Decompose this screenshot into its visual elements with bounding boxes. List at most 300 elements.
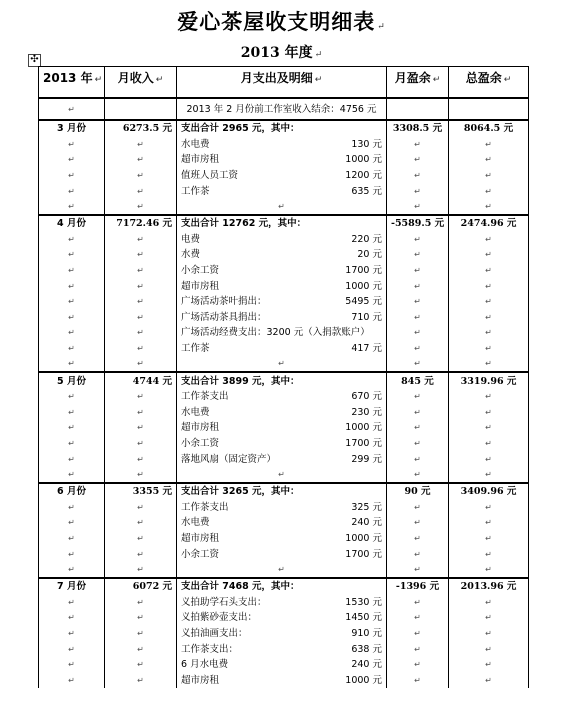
cell-mark: ↵ — [68, 597, 75, 607]
empty-month-cell — [39, 641, 105, 657]
expense-item-label: 超市房租 — [181, 154, 220, 166]
empty-month-balance-cell — [387, 341, 449, 357]
empty-income-cell — [105, 499, 177, 515]
cell-mark: ↵ — [485, 518, 492, 528]
spacer-row — [39, 199, 529, 215]
expense-item-label: 工作茶 — [181, 185, 210, 197]
spacer-cell — [39, 467, 105, 483]
expense-summary: 支出合计 12762 元，其中： — [177, 215, 387, 232]
expense-item-row — [39, 610, 529, 626]
cell-mark: ↵ — [485, 139, 492, 149]
cell-mark: ↵ — [137, 281, 144, 291]
cell-mark: ↵ — [414, 423, 421, 433]
expense-item-label: 工作茶支出： — [181, 643, 239, 655]
expense-item-amount: 417 元 — [351, 343, 382, 355]
spacer-cell — [39, 562, 105, 578]
expense-item-row — [39, 247, 529, 263]
month-balance: -5589.5 元 — [387, 215, 449, 232]
expense-item — [177, 436, 387, 452]
expense-item — [177, 152, 387, 168]
cell-mark: ↵ — [414, 155, 421, 165]
expense-item-amount: 1450 元 — [345, 612, 382, 624]
cell-mark: ↵ — [414, 328, 421, 338]
cell-mark: ↵ — [414, 359, 421, 369]
spacer-cell — [449, 356, 529, 372]
expense-item-label: 义拍紫砂壶支出： — [181, 612, 258, 624]
empty-total-balance-cell — [449, 531, 529, 547]
empty-income-cell — [105, 531, 177, 547]
spacer-cell — [387, 199, 449, 215]
expense-item-row — [39, 499, 529, 515]
cell-mark: ↵ — [485, 502, 492, 512]
expense-item-row — [39, 325, 529, 341]
empty-month-balance-cell — [387, 610, 449, 626]
spacer-cell — [449, 199, 529, 215]
cell-mark: ↵ — [137, 660, 144, 670]
expense-item-row — [39, 405, 529, 421]
expense-item-label: 落地风扇（固定资产） — [181, 453, 277, 465]
expense-item-row — [39, 278, 529, 294]
expense-item-row — [39, 168, 529, 184]
empty-total-balance-cell — [449, 325, 529, 341]
expense-item-label: 小余工资 — [181, 548, 220, 560]
month-balance: 3308.5 元 — [387, 120, 449, 137]
cell-mark: ↵ — [68, 171, 75, 181]
expense-item-amount: 1700 元 — [345, 265, 382, 277]
month-label: 6 月份 — [39, 483, 105, 500]
cell-mark: ↵ — [414, 564, 421, 574]
expense-item-amount: 1000 元 — [345, 422, 382, 434]
expense-item — [177, 672, 387, 688]
expense-item-row — [39, 657, 529, 673]
cell-mark: ↵ — [137, 549, 144, 559]
cell-mark: ↵ — [137, 628, 144, 638]
expense-item — [177, 294, 387, 310]
expense-item-amount: 299 元 — [351, 453, 382, 465]
cell-mark: ↵ — [68, 628, 75, 638]
expense-item-amount: 670 元 — [351, 391, 382, 403]
empty-total-balance-cell — [449, 626, 529, 642]
cell-mark: ↵ — [485, 359, 492, 369]
expense-item-label: 水电费 — [181, 406, 210, 418]
cell-mark: ↵ — [68, 454, 75, 464]
expense-item — [177, 137, 387, 153]
empty-income-cell — [105, 594, 177, 610]
cell-mark: ↵ — [414, 171, 421, 181]
empty-total-balance-cell — [449, 405, 529, 421]
empty-month-cell — [39, 137, 105, 153]
table-move-handle-icon[interactable]: ✣ — [28, 54, 41, 67]
expense-item — [177, 626, 387, 642]
empty-month-cell — [39, 451, 105, 467]
empty-income-cell — [105, 626, 177, 642]
empty-month-cell — [39, 389, 105, 405]
cell-mark: ↵ — [485, 281, 492, 291]
empty-income-cell — [105, 546, 177, 562]
expense-item-row — [39, 232, 529, 248]
cell-mark: ↵ — [68, 139, 75, 149]
cell-mark: ↵ — [68, 469, 75, 479]
cell-mark: ↵ — [414, 613, 421, 623]
empty-total-balance-cell — [449, 263, 529, 279]
expense-item-label: 值班人员工资 — [181, 170, 239, 182]
empty-month-balance-cell — [387, 389, 449, 405]
expense-item — [177, 657, 387, 673]
cell-mark: ↵ — [68, 234, 75, 244]
cell-mark: ↵ — [68, 564, 75, 574]
empty-income-cell — [105, 152, 177, 168]
empty-total-balance-cell — [449, 546, 529, 562]
empty-month-cell — [39, 325, 105, 341]
spacer-cell — [177, 562, 387, 578]
empty-month-balance-cell — [387, 325, 449, 341]
cell-mark: ↵ — [137, 234, 144, 244]
spacer-cell — [177, 467, 387, 483]
expense-item-row — [39, 389, 529, 405]
cell-mark: ↵ — [137, 675, 144, 685]
empty-month-balance-cell — [387, 310, 449, 326]
cell-mark: ↵ — [137, 266, 144, 276]
empty-month-cell — [39, 436, 105, 452]
year-subtitle — [0, 42, 563, 62]
cell-mark: ↵ — [68, 675, 75, 685]
cell-mark: ↵ — [68, 533, 75, 543]
cell-mark: ↵ — [137, 139, 144, 149]
header-income-cell — [105, 98, 177, 120]
header-note-row — [39, 98, 529, 120]
empty-income-cell — [105, 168, 177, 184]
expense-item-row — [39, 294, 529, 310]
expense-item-label: 超市房租 — [181, 422, 220, 434]
spacer-cell — [105, 562, 177, 578]
empty-income-cell — [105, 310, 177, 326]
expense-item-row — [39, 263, 529, 279]
expense-item-row — [39, 546, 529, 562]
total-balance: 3319.96 元 — [449, 372, 529, 389]
expense-item-amount: 1000 元 — [345, 154, 382, 166]
expense-summary: 支出合计 3265 元，其中： — [177, 483, 387, 500]
expense-item — [177, 278, 387, 294]
expense-item-label: 广场活动茶具捐出： — [181, 311, 267, 323]
expense-item-label: 广场活动茶叶捐出： — [181, 296, 267, 308]
cell-mark: ↵ — [414, 250, 421, 260]
expense-item-row — [39, 641, 529, 657]
empty-income-cell — [105, 515, 177, 531]
cell-mark: ↵ — [485, 533, 492, 543]
cell-mark: ↵ — [137, 564, 144, 574]
cell-mark: ↵ — [485, 297, 492, 307]
expense-item-amount: 710 元 — [351, 311, 382, 323]
empty-month-balance-cell — [387, 641, 449, 657]
expense-item-amount: 1700 元 — [345, 437, 382, 449]
empty-month-cell — [39, 610, 105, 626]
cell-mark: ↵ — [485, 660, 492, 670]
ledger-table — [38, 66, 529, 688]
expense-item-label: 工作茶支出 — [181, 391, 229, 403]
empty-income-cell — [105, 405, 177, 421]
expense-item-row — [39, 183, 529, 199]
carryover-note: 2013 年 2 月份前工作室收入结余：4756 元 — [177, 98, 387, 120]
cell-mark: ↵ — [137, 392, 144, 402]
expense-summary: 支出合计 3899 元，其中： — [177, 372, 387, 389]
cell-mark: ↵ — [137, 469, 144, 479]
expense-item-row — [39, 672, 529, 688]
cell-mark: ↵ — [414, 628, 421, 638]
month-summary-row — [39, 215, 529, 232]
cell-mark: ↵ — [485, 266, 492, 276]
cell-mark: ↵ — [68, 392, 75, 402]
year-text: 2013 年度 — [240, 45, 313, 61]
header-month-balance-cell — [387, 98, 449, 120]
empty-total-balance-cell — [449, 310, 529, 326]
empty-total-balance-cell — [449, 137, 529, 153]
cell-mark: ↵ — [414, 234, 421, 244]
empty-month-balance-cell — [387, 594, 449, 610]
cell-mark: ↵ — [68, 518, 75, 528]
empty-income-cell — [105, 657, 177, 673]
empty-income-cell — [105, 451, 177, 467]
month-income: 7172.46 元 — [105, 215, 177, 232]
month-balance: 845 元 — [387, 372, 449, 389]
expense-item — [177, 263, 387, 279]
expense-item-amount: 220 元 — [351, 233, 382, 245]
cell-mark: ↵ — [137, 186, 144, 196]
expense-item-amount: 1700 元 — [345, 548, 382, 560]
cell-mark: ↵ — [414, 297, 421, 307]
cell-mark: ↵ — [414, 660, 421, 670]
expense-item-amount — [370, 325, 387, 340]
month-summary-row — [39, 578, 529, 595]
expense-item — [177, 232, 387, 248]
month-balance: -1396 元 — [387, 578, 449, 595]
empty-income-cell — [105, 436, 177, 452]
cell-mark: ↵ — [68, 312, 75, 322]
expense-item — [177, 610, 387, 626]
cell-mark: ↵ — [137, 438, 144, 448]
empty-month-cell — [39, 657, 105, 673]
cell-mark: ↵ — [137, 155, 144, 165]
document-title — [0, 6, 563, 36]
header-year: 2013 年 ↵ — [39, 67, 105, 99]
expense-item-label: 工作茶支出 — [181, 501, 229, 513]
empty-month-balance-cell — [387, 263, 449, 279]
empty-month-balance-cell — [387, 420, 449, 436]
empty-month-balance-cell — [387, 278, 449, 294]
expense-item-row — [39, 626, 529, 642]
spacer-cell — [387, 467, 449, 483]
empty-income-cell — [105, 183, 177, 199]
expense-item — [177, 546, 387, 562]
cell-mark: ↵ — [485, 564, 492, 574]
cell-mark: ↵ — [414, 407, 421, 417]
empty-month-balance-cell — [387, 531, 449, 547]
cell-mark: ↵ — [278, 201, 285, 211]
expense-item-amount: 230 元 — [351, 406, 382, 418]
empty-month-balance-cell — [387, 168, 449, 184]
empty-month-balance-cell — [387, 672, 449, 688]
empty-total-balance-cell — [449, 451, 529, 467]
expense-item-label: 超市房租 — [181, 532, 220, 544]
cell-mark: ↵ — [485, 250, 492, 260]
month-income: 4744 元 — [105, 372, 177, 389]
expense-item-label: 水电费 — [181, 517, 210, 529]
cell-mark: ↵ — [278, 359, 285, 369]
cell-mark: ↵ — [137, 312, 144, 322]
total-balance: 2474.96 元 — [449, 215, 529, 232]
expense-item-label: 超市房租 — [181, 674, 220, 686]
empty-income-cell — [105, 294, 177, 310]
cell-mark: ↵ — [414, 518, 421, 528]
month-label: 7 月份 — [39, 578, 105, 595]
month-summary-row — [39, 372, 529, 389]
expense-item — [177, 420, 387, 436]
cell-mark: ↵ — [68, 155, 75, 165]
spacer-cell — [387, 356, 449, 372]
header-total-balance: 总盈余 ↵ — [449, 67, 529, 99]
empty-total-balance-cell — [449, 278, 529, 294]
empty-total-balance-cell — [449, 152, 529, 168]
header-expense: 月支出及明细 ↵ — [177, 67, 387, 99]
expense-item — [177, 515, 387, 531]
empty-income-cell — [105, 325, 177, 341]
expense-item-row — [39, 515, 529, 531]
cell-mark: ↵ — [137, 407, 144, 417]
expense-item — [177, 341, 387, 357]
cell-mark: ↵ — [68, 297, 75, 307]
header-income: 月收入 ↵ — [105, 67, 177, 99]
empty-month-cell — [39, 247, 105, 263]
cell-mark: ↵ — [137, 297, 144, 307]
empty-month-cell — [39, 232, 105, 248]
expense-item — [177, 641, 387, 657]
total-balance: 2013.96 元 — [449, 578, 529, 595]
total-balance: 3409.96 元 — [449, 483, 529, 500]
cell-mark: ↵ — [68, 266, 75, 276]
empty-total-balance-cell — [449, 389, 529, 405]
empty-income-cell — [105, 137, 177, 153]
empty-month-cell — [39, 278, 105, 294]
expense-item-amount: 1000 元 — [345, 674, 382, 686]
spacer-cell — [449, 467, 529, 483]
cell-mark: ↵ — [68, 359, 75, 369]
cell-mark: ↵ — [414, 675, 421, 685]
cell-mark: ↵ — [278, 469, 285, 479]
cell-mark: ↵ — [414, 139, 421, 149]
cell-mark: ↵ — [485, 469, 492, 479]
header-total-balance-cell — [449, 98, 529, 120]
expense-item-label: 电费 — [181, 233, 201, 245]
empty-total-balance-cell — [449, 232, 529, 248]
expense-item — [177, 389, 387, 405]
empty-total-balance-cell — [449, 499, 529, 515]
month-income: 6072 元 — [105, 578, 177, 595]
month-balance: 90 元 — [387, 483, 449, 500]
expense-item-amount: 910 元 — [351, 627, 382, 639]
empty-income-cell — [105, 389, 177, 405]
cell-mark: ↵ — [485, 454, 492, 464]
expense-item-label: 水电费 — [181, 138, 210, 150]
empty-total-balance-cell — [449, 641, 529, 657]
spacer-cell — [387, 562, 449, 578]
cell-mark: ↵ — [414, 201, 421, 211]
empty-month-cell — [39, 168, 105, 184]
cell-mark: ↵ — [137, 423, 144, 433]
expense-item-amount: 1000 元 — [345, 280, 382, 292]
empty-month-balance-cell — [387, 294, 449, 310]
empty-month-cell — [39, 294, 105, 310]
ledger-body — [39, 98, 529, 688]
empty-income-cell — [105, 672, 177, 688]
expense-item-amount: 1200 元 — [345, 170, 382, 182]
empty-total-balance-cell — [449, 168, 529, 184]
cell-mark: ↵ — [137, 454, 144, 464]
empty-month-balance-cell — [387, 626, 449, 642]
empty-total-balance-cell — [449, 657, 529, 673]
cell-mark: ↵ — [485, 549, 492, 559]
empty-total-balance-cell — [449, 183, 529, 199]
cell-mark: ↵ — [485, 597, 492, 607]
empty-month-balance-cell — [387, 405, 449, 421]
expense-summary: 支出合计 2965 元，其中： — [177, 120, 387, 137]
empty-income-cell — [105, 641, 177, 657]
expense-item-label: 超市房租 — [181, 280, 220, 292]
cell-mark: ↵ — [68, 281, 75, 291]
cell-mark: ↵ — [485, 186, 492, 196]
cell-mark: ↵ — [137, 518, 144, 528]
cell-mark: ↵ — [68, 328, 75, 338]
cell-mark: ↵ — [414, 502, 421, 512]
empty-month-cell — [39, 672, 105, 688]
expense-item-amount: 325 元 — [351, 501, 382, 513]
expense-item-label: 水费 — [181, 249, 201, 261]
empty-month-cell — [39, 183, 105, 199]
expense-summary: 支出合计 7468 元，其中： — [177, 578, 387, 595]
empty-month-balance-cell — [387, 657, 449, 673]
cell-mark: ↵ — [414, 469, 421, 479]
empty-month-balance-cell — [387, 546, 449, 562]
cell-mark: ↵ — [485, 438, 492, 448]
empty-total-balance-cell — [449, 610, 529, 626]
cell-mark: ↵ — [68, 644, 75, 654]
cell-mark: ↵ — [68, 549, 75, 559]
empty-income-cell — [105, 278, 177, 294]
cell-mark: ↵ — [68, 344, 75, 354]
cell-mark: ↵ — [414, 644, 421, 654]
expense-item-row — [39, 594, 529, 610]
expense-item-label: 义拍助学石头支出： — [181, 596, 267, 608]
empty-income-cell — [105, 263, 177, 279]
expense-item — [177, 405, 387, 421]
expense-item-label: 工作茶 — [181, 343, 210, 355]
cell-mark: ↵ — [137, 644, 144, 654]
expense-item — [177, 531, 387, 547]
cell-mark: ↵ — [485, 201, 492, 211]
cell-mark: ↵ — [414, 344, 421, 354]
expense-item-row — [39, 152, 529, 168]
empty-month-balance-cell — [387, 436, 449, 452]
header-month-balance: 月盈余 ↵ — [387, 67, 449, 99]
cell-mark: ↵ — [137, 344, 144, 354]
empty-month-cell — [39, 546, 105, 562]
month-label: 5 月份 — [39, 372, 105, 389]
empty-month-balance-cell — [387, 137, 449, 153]
expense-item-row — [39, 531, 529, 547]
empty-income-cell — [105, 610, 177, 626]
spacer-cell — [39, 356, 105, 372]
cell-mark: ↵ — [137, 328, 144, 338]
empty-month-cell — [39, 531, 105, 547]
expense-item-amount: 5495 元 — [345, 296, 382, 308]
